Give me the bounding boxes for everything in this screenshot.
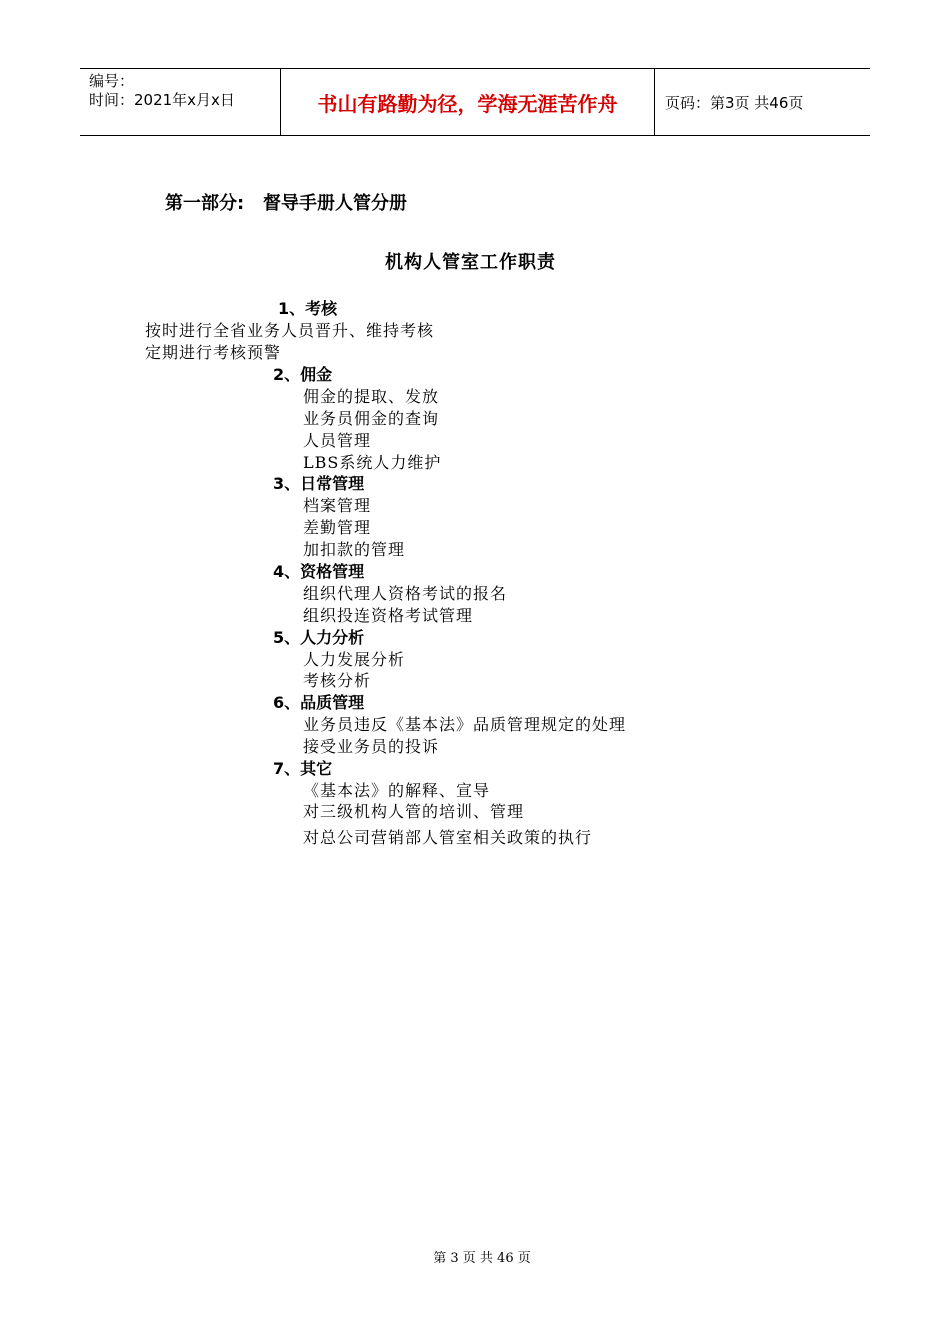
section-item: 差勤管理 xyxy=(303,518,372,537)
doc-number-label: 编号： xyxy=(89,72,135,90)
section-item: 佣金的提取、发放 xyxy=(303,387,440,406)
part-title: 第一部分: 督导手册人管分册 xyxy=(165,193,407,214)
header-motto: 书山有路勤为径，学海无涯苦作舟 xyxy=(281,69,655,135)
section-heading: 6、品质管理 xyxy=(273,693,365,712)
section-item: 人员管理 xyxy=(303,431,372,450)
section-heading: 3、日常管理 xyxy=(273,474,365,493)
section-item: 业务员佣金的查询 xyxy=(303,409,440,428)
section-heading: 7、其它 xyxy=(273,759,333,778)
section-item: 对总公司营销部人管室相关政策的执行 xyxy=(303,828,593,847)
doc-date-label: 时间：2021年x月x日 xyxy=(89,91,235,109)
page-header xyxy=(80,68,870,136)
section-heading: 2、佣金 xyxy=(273,365,333,384)
document-title: 机构人管室工作职责 xyxy=(385,252,556,273)
section-item: 档案管理 xyxy=(303,496,372,515)
section-item: 业务员违反《基本法》品质管理规定的处理 xyxy=(303,715,627,734)
header-page-label: 页码：第3页 共46页 xyxy=(665,93,804,112)
section-heading: 5、人力分析 xyxy=(273,628,365,647)
section-heading: 1、考核 xyxy=(278,299,338,318)
section-item: 定期进行考核预警 xyxy=(145,343,282,362)
section-item: 组织投连资格考试管理 xyxy=(303,606,474,625)
header-meta xyxy=(80,69,281,135)
section-item: 按时进行全省业务人员晋升、维持考核 xyxy=(145,321,435,340)
section-item: 考核分析 xyxy=(303,671,372,690)
section-item: LBS系统人力维护 xyxy=(303,453,442,472)
section-item: 接受业务员的投诉 xyxy=(303,737,440,756)
page-footer: 第 3 页 共 46 页 xyxy=(433,1251,531,1266)
section-heading: 4、资格管理 xyxy=(273,562,365,581)
section-item: 加扣款的管理 xyxy=(303,540,406,559)
section-item: 组织代理人资格考试的报名 xyxy=(303,584,508,603)
section-item: 《基本法》的解释、宣导 xyxy=(303,781,491,800)
section-item: 人力发展分析 xyxy=(303,650,406,669)
section-item: 对三级机构人管的培训、管理 xyxy=(303,802,525,821)
